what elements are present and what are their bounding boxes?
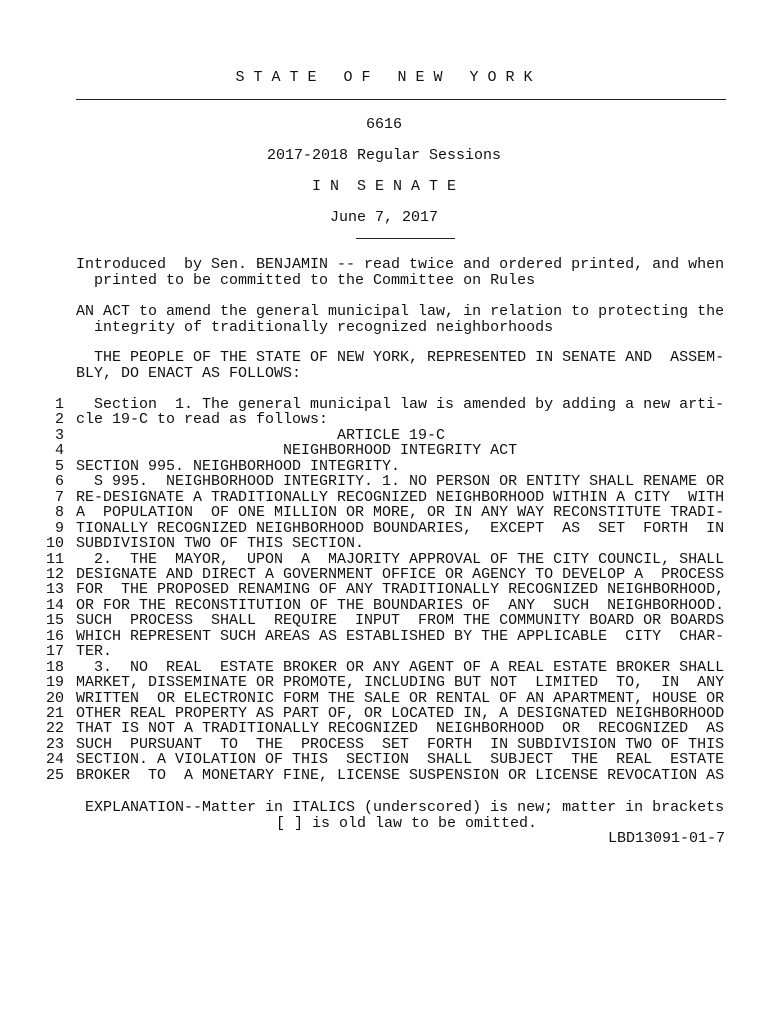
line-number: 1 xyxy=(54,396,64,413)
bill-text-line: MARKET, DISSEMINATE OR PROMOTE, INCLUDING BUT NOT LIMITED TO, IN ANY xyxy=(76,674,725,691)
chamber-heading: I N S E N A T E xyxy=(311,178,457,195)
bill-text-line: Section 1. The general municipal law is amended by adding a new arti- xyxy=(76,396,725,413)
line-number: 25 xyxy=(45,767,64,784)
introduction-date: June 7, 2017 xyxy=(329,209,439,226)
line-number: 6 xyxy=(54,473,64,490)
line-number: 16 xyxy=(45,628,64,645)
line-number: 19 xyxy=(45,674,64,691)
explanation-line-1: EXPLANATION--Matter in ITALICS (underscored) is new; matter in brackets xyxy=(85,799,725,816)
bill-text-line: BROKER TO A MONETARY FINE, LICENSE SUSPENSION OR LICENSE REVOCATION AS xyxy=(76,767,725,784)
line-number: 22 xyxy=(45,720,64,737)
line-number: 2 xyxy=(54,411,64,428)
line-number: 14 xyxy=(45,597,64,614)
session-title: 2017-2018 Regular Sessions xyxy=(266,147,502,164)
header-rule xyxy=(76,99,726,100)
bill-text-line: RE-DESIGNATE A TRADITIONALLY RECOGNIZED NEIGHBORHOOD WITHIN A CITY WITH xyxy=(76,489,725,506)
enacting-clause-line-1: THE PEOPLE OF THE STATE OF NEW YORK, REPRESENTED IN SENATE AND ASSEM- xyxy=(76,349,725,366)
line-number: 11 xyxy=(45,551,64,568)
bill-text-line: SUCH PROCESS SHALL REQUIRE INPUT FROM THE COMMUNITY BOARD OR BOARDS xyxy=(76,612,725,629)
explanation-line-2: [ ] is old law to be omitted. xyxy=(276,815,538,832)
line-number: 10 xyxy=(45,535,64,552)
document-id: LBD13091-01-7 xyxy=(608,830,726,847)
bill-number: 6616 xyxy=(365,116,402,133)
bill-text-line: TER. xyxy=(76,643,113,660)
line-number: 18 xyxy=(45,659,64,676)
line-number: 4 xyxy=(54,442,64,459)
bill-text-line: cle 19-C to read as follows: xyxy=(76,411,329,428)
bill-text-line: 3. NO REAL ESTATE BROKER OR ANY AGENT OF A REAL ESTATE BROKER SHALL xyxy=(76,659,725,676)
bill-text-line: WRITTEN OR ELECTRONIC FORM THE SALE OR RENTAL OF AN APARTMENT, HOUSE OR xyxy=(76,690,725,707)
bill-text-line: DESIGNATE AND DIRECT A GOVERNMENT OFFICE OR AGENCY TO DEVELOP A PROCESS xyxy=(76,566,725,583)
bill-text-line: A POPULATION OF ONE MILLION OR MORE, OR IN ANY WAY RECONSTITUTE TRADI- xyxy=(76,504,725,521)
bill-text-line: THAT IS NOT A TRADITIONALLY RECOGNIZED NEIGHBORHOOD OR RECOGNIZED AS xyxy=(76,720,725,737)
bill-text-line: ARTICLE 19-C xyxy=(76,427,446,444)
bill-text-line: OTHER REAL PROPERTY AS PART OF, OR LOCATED IN, A DESIGNATED NEIGHBORHOOD xyxy=(76,705,725,722)
line-number: 8 xyxy=(54,504,64,521)
line-number: 20 xyxy=(45,690,64,707)
line-number: 24 xyxy=(45,751,64,768)
line-number: 7 xyxy=(54,489,64,506)
line-number: 17 xyxy=(45,643,64,660)
bill-text-line: SUCH PURSUANT TO THE PROCESS SET FORTH IN SUBDIVISION TWO OF THIS xyxy=(76,736,725,753)
line-number: 9 xyxy=(54,520,64,537)
bill-text-line: 2. THE MAYOR, UPON A MAJORITY APPROVAL OF THE CITY COUNCIL, SHALL xyxy=(76,551,725,568)
bill-text-line: FOR THE PROPOSED RENAMING OF ANY TRADITIONALLY RECOGNIZED NEIGHBORHOOD, xyxy=(76,581,725,598)
line-number: 15 xyxy=(45,612,64,629)
act-title-line-1: AN ACT to amend the general municipal law, in relation to protecting the xyxy=(76,303,725,320)
date-rule xyxy=(356,238,455,239)
introduced-line-1: Introduced by Sen. BENJAMIN -- read twice and ordered printed, and when xyxy=(76,256,725,273)
bill-text-line: SUBDIVISION TWO OF THIS SECTION. xyxy=(76,535,365,552)
state-heading: S T A T E O F N E W Y O R K xyxy=(235,69,533,86)
line-number: 12 xyxy=(45,566,64,583)
bill-text-line: S 995. NEIGHBORHOOD INTEGRITY. 1. NO PERSON OR ENTITY SHALL RENAME OR xyxy=(76,473,725,490)
act-title-line-2: integrity of traditionally recognized neighborhoods xyxy=(76,319,554,336)
line-number: 23 xyxy=(45,736,64,753)
line-number: 5 xyxy=(54,458,64,475)
enacting-clause-line-2: BLY, DO ENACT AS FOLLOWS: xyxy=(76,365,302,382)
line-number: 3 xyxy=(54,427,64,444)
bill-text-line: TIONALLY RECOGNIZED NEIGHBORHOOD BOUNDARIES, EXCEPT AS SET FORTH IN xyxy=(76,520,725,537)
bill-text-line: NEIGHBORHOOD INTEGRITY ACT xyxy=(76,442,518,459)
line-number: 13 xyxy=(45,581,64,598)
bill-text-line: OR FOR THE RECONSTITUTION OF THE BOUNDARIES OF ANY SUCH NEIGHBORHOOD. xyxy=(76,597,725,614)
introduced-line-2: printed to be committed to the Committee on Rules xyxy=(76,272,536,289)
bill-text-line: SECTION. A VIOLATION OF THIS SECTION SHALL SUBJECT THE REAL ESTATE xyxy=(76,751,725,768)
bill-text-line: SECTION 995. NEIGHBORHOOD INTEGRITY. xyxy=(76,458,401,475)
bill-text-line: WHICH REPRESENT SUCH AREAS AS ESTABLISHED BY THE APPLICABLE CITY CHAR- xyxy=(76,628,725,645)
line-number: 21 xyxy=(45,705,64,722)
